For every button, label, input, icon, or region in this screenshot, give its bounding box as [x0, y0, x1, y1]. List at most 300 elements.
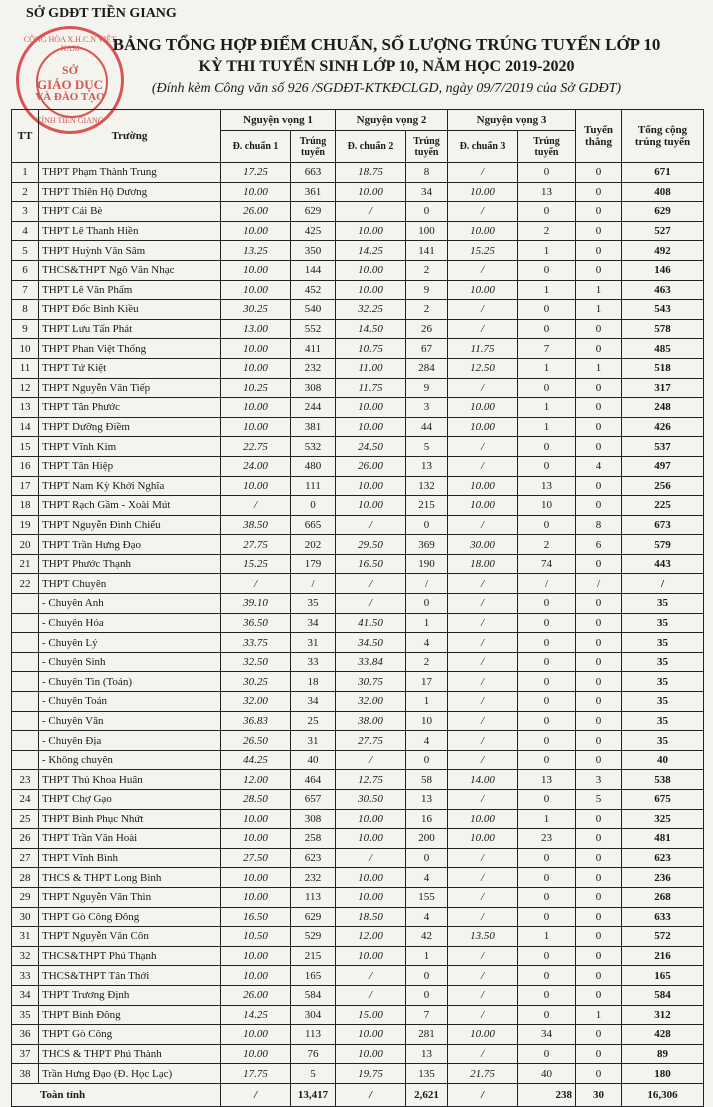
cell-school: Trần Hưng Đạo (Đ. Học Lạc) — [39, 1064, 221, 1084]
cell-d2: 12.75 — [336, 770, 406, 790]
cell-direct: 0 — [576, 946, 622, 966]
cell-d3: / — [448, 319, 518, 339]
table-row — [12, 221, 704, 241]
cell-direct: 0 — [576, 613, 622, 633]
cell-t3: 2 — [518, 535, 576, 555]
cell-tt: 31 — [12, 927, 39, 947]
cell-school: THPT Chợ Gạo — [39, 790, 221, 810]
table-body — [12, 163, 704, 1084]
cell-t2: 135 — [406, 1064, 448, 1084]
cell-d2: / — [336, 848, 406, 868]
cell-t1: 244 — [291, 398, 336, 418]
cell-direct: 0 — [576, 731, 622, 751]
cell-t1: 532 — [291, 437, 336, 457]
cell-d1: 10.00 — [221, 966, 291, 986]
cell-d1: 10.00 — [221, 358, 291, 378]
seal-line-2: GIÁO DỤC — [36, 77, 104, 92]
cell-d3: 13.50 — [448, 927, 518, 947]
cell-t1: 304 — [291, 1005, 336, 1025]
cell-t1: 35 — [291, 594, 336, 614]
cell-direct: 0 — [576, 633, 622, 653]
cell-d3: / — [448, 731, 518, 751]
cell-tt: 35 — [12, 1005, 39, 1025]
table-row — [12, 829, 704, 849]
cell-d3: 10.00 — [448, 398, 518, 418]
cell-total: 146 — [622, 260, 704, 280]
cell-t1: 308 — [291, 809, 336, 829]
cell-direct: 0 — [576, 868, 622, 888]
cell-d2: / — [336, 515, 406, 535]
cell-t1: 540 — [291, 300, 336, 320]
cell-tt: 2 — [12, 182, 39, 202]
cell-total: 35 — [622, 594, 704, 614]
cell-t2: 4 — [406, 731, 448, 751]
cell-t2: 10 — [406, 711, 448, 731]
cell-d2: 10.00 — [336, 221, 406, 241]
cell-school: THPT Lê Văn Phẩm — [39, 280, 221, 300]
cell-total: 623 — [622, 848, 704, 868]
table-row — [12, 319, 704, 339]
cell-t2: 42 — [406, 927, 448, 947]
cell-t3: 0 — [518, 437, 576, 457]
table-row — [12, 398, 704, 418]
cell-t1: 0 — [291, 496, 336, 516]
cell-t2: 0 — [406, 515, 448, 535]
cell-t1: 232 — [291, 868, 336, 888]
cell-school: THPT Phan Việt Thống — [39, 339, 221, 359]
cell-tt — [12, 613, 39, 633]
cell-t1: 31 — [291, 731, 336, 751]
cell-tt: 37 — [12, 1044, 39, 1064]
cell-d1: 10.00 — [221, 887, 291, 907]
cell-d2: 10.75 — [336, 339, 406, 359]
cell-d2: 10.00 — [336, 1025, 406, 1045]
cell-d2: 27.75 — [336, 731, 406, 751]
cell-direct: 6 — [576, 535, 622, 555]
cell-direct: 0 — [576, 398, 622, 418]
cell-t1: 179 — [291, 554, 336, 574]
header-total-admitted: Tổng cộng trúng tuyển — [622, 110, 704, 163]
cell-d1: 30.25 — [221, 300, 291, 320]
cell-d2: 29.50 — [336, 535, 406, 555]
cell-t3: 0 — [518, 260, 576, 280]
cell-t3: 13 — [518, 182, 576, 202]
cell-d3: 10.00 — [448, 417, 518, 437]
cell-total: 578 — [622, 319, 704, 339]
cell-t3: 0 — [518, 731, 576, 751]
cell-t3: 0 — [518, 790, 576, 810]
table-row — [12, 750, 704, 770]
cell-t1: 623 — [291, 848, 336, 868]
cell-total: 317 — [622, 378, 704, 398]
table-row — [12, 946, 704, 966]
table-row — [12, 1005, 704, 1025]
cell-t1: 425 — [291, 221, 336, 241]
cell-d1: 13.00 — [221, 319, 291, 339]
cell-d3: 30.00 — [448, 535, 518, 555]
cell-tt: 21 — [12, 554, 39, 574]
table-row — [12, 731, 704, 751]
cell-total: 216 — [622, 946, 704, 966]
cell-t2: 4 — [406, 907, 448, 927]
cell-d1: 26.50 — [221, 731, 291, 751]
cell-t3: 74 — [518, 554, 576, 574]
cell-d3: / — [448, 613, 518, 633]
cell-t3: 1 — [518, 809, 576, 829]
cell-t1: 629 — [291, 907, 336, 927]
cell-t1: 258 — [291, 829, 336, 849]
header-admitted-3: Trúng tuyển — [518, 131, 576, 163]
cell-d2: 24.50 — [336, 437, 406, 457]
cell-total: 497 — [622, 456, 704, 476]
cell-t2: 17 — [406, 672, 448, 692]
cell-tt — [12, 711, 39, 731]
cell-d1: 36.83 — [221, 711, 291, 731]
cell-school: THPT Huỳnh Văn Sâm — [39, 241, 221, 261]
cell-t1: 34 — [291, 692, 336, 712]
cell-t2: 369 — [406, 535, 448, 555]
cell-total: 518 — [622, 358, 704, 378]
cell-school: THPT Bình Đông — [39, 1005, 221, 1025]
table-row — [12, 496, 704, 516]
header-admitted-2: Trúng tuyển — [406, 131, 448, 163]
cell-d3: 10.00 — [448, 221, 518, 241]
cell-total: 165 — [622, 966, 704, 986]
cell-d1: 33.75 — [221, 633, 291, 653]
cell-total: 538 — [622, 770, 704, 790]
cell-d2: 14.25 — [336, 241, 406, 261]
cell-t2: 0 — [406, 594, 448, 614]
cell-school: THCS & THPT Long Bình — [39, 868, 221, 888]
cell-d2: 26.00 — [336, 456, 406, 476]
cell-school: - Chuyên Sinh — [39, 652, 221, 672]
cell-d2: 10.00 — [336, 946, 406, 966]
cell-direct: 0 — [576, 692, 622, 712]
cell-total: 248 — [622, 398, 704, 418]
cell-d2: / — [336, 985, 406, 1005]
cell-t1: 308 — [291, 378, 336, 398]
cell-total: 426 — [622, 417, 704, 437]
cell-d1: 32.50 — [221, 652, 291, 672]
header-nv2: Nguyện vọng 2 — [336, 110, 448, 131]
cell-tt: 1 — [12, 163, 39, 183]
cell-d2: 32.00 — [336, 692, 406, 712]
cell-school: THCS & THPT Phú Thành — [39, 1044, 221, 1064]
cell-t2: 0 — [406, 848, 448, 868]
cell-d3: 21.75 — [448, 1064, 518, 1084]
cell-t3: 2 — [518, 221, 576, 241]
table-row — [12, 515, 704, 535]
cell-direct: 1 — [576, 358, 622, 378]
cell-t3: 1 — [518, 417, 576, 437]
cell-d1: 27.50 — [221, 848, 291, 868]
cell-t3: 0 — [518, 887, 576, 907]
cell-direct: 5 — [576, 790, 622, 810]
table-row — [12, 613, 704, 633]
cell-tt: 24 — [12, 790, 39, 810]
table-row — [12, 1044, 704, 1064]
header-nv3: Nguyện vọng 3 — [448, 110, 576, 131]
cell-t2: 67 — [406, 339, 448, 359]
cell-t3: 0 — [518, 750, 576, 770]
cell-direct: 0 — [576, 966, 622, 986]
cell-d2: 10.00 — [336, 398, 406, 418]
cell-tt: 33 — [12, 966, 39, 986]
cell-direct: 0 — [576, 711, 622, 731]
cell-school: THPT Thiên Hộ Dương — [39, 182, 221, 202]
cell-t2: 3 — [406, 398, 448, 418]
table-row — [12, 1025, 704, 1045]
cell-t3: 0 — [518, 163, 576, 183]
cell-total: 572 — [622, 927, 704, 947]
cell-d3: / — [448, 692, 518, 712]
cell-tt: 10 — [12, 339, 39, 359]
cell-direct: 3 — [576, 770, 622, 790]
cell-tt: 18 — [12, 496, 39, 516]
total-d3: / — [448, 1083, 518, 1106]
cell-d1: 16.50 — [221, 907, 291, 927]
cell-t2: 1 — [406, 613, 448, 633]
cell-direct: 0 — [576, 496, 622, 516]
cell-tt: 23 — [12, 770, 39, 790]
cell-d3: 10.00 — [448, 1025, 518, 1045]
cell-school: THPT Nguyễn Văn Tiếp — [39, 378, 221, 398]
admission-score-table — [11, 109, 704, 1107]
cell-school: THPT Trần Văn Hoài — [39, 829, 221, 849]
header-dc3: Đ. chuẩn 3 — [448, 131, 518, 163]
cell-t3: 0 — [518, 907, 576, 927]
cell-t2: 0 — [406, 202, 448, 222]
cell-t1: 215 — [291, 946, 336, 966]
cell-total: 40 — [622, 750, 704, 770]
cell-total: 481 — [622, 829, 704, 849]
cell-d3: 10.00 — [448, 182, 518, 202]
cell-tt: 6 — [12, 260, 39, 280]
cell-school: THCS&THPT Phú Thạnh — [39, 946, 221, 966]
cell-d1: 10.00 — [221, 182, 291, 202]
cell-school: - Không chuyên — [39, 750, 221, 770]
cell-d2: / — [336, 574, 406, 594]
table-row — [12, 652, 704, 672]
cell-tt — [12, 652, 39, 672]
total-label: Toàn tỉnh — [12, 1083, 221, 1106]
cell-d3: 10.00 — [448, 476, 518, 496]
cell-t3: 0 — [518, 456, 576, 476]
table-row — [12, 182, 704, 202]
header-dc2: Đ. chuẩn 2 — [336, 131, 406, 163]
seal-line-3: VÀ ĐÀO TẠO — [35, 91, 105, 103]
cell-d3: / — [448, 437, 518, 457]
cell-t3: 0 — [518, 319, 576, 339]
cell-t2: 13 — [406, 1044, 448, 1064]
cell-d1: 39.10 — [221, 594, 291, 614]
cell-total: 408 — [622, 182, 704, 202]
cell-d3: / — [448, 260, 518, 280]
cell-d2: 10.00 — [336, 1044, 406, 1064]
cell-t3: 40 — [518, 1064, 576, 1084]
cell-total: 268 — [622, 887, 704, 907]
cell-d1: 10.00 — [221, 1025, 291, 1045]
table-row — [12, 456, 704, 476]
cell-t3: 1 — [518, 241, 576, 261]
cell-direct: 0 — [576, 809, 622, 829]
cell-t1: 629 — [291, 202, 336, 222]
cell-tt: 29 — [12, 887, 39, 907]
header-dc1: Đ. chuẩn 1 — [221, 131, 291, 163]
cell-total: 675 — [622, 790, 704, 810]
cell-t2: 155 — [406, 887, 448, 907]
cell-d3: / — [448, 163, 518, 183]
table-row — [12, 868, 704, 888]
cell-t1: 31 — [291, 633, 336, 653]
cell-d1: 10.00 — [221, 868, 291, 888]
cell-t2: 200 — [406, 829, 448, 849]
cell-d1: 10.00 — [221, 476, 291, 496]
cell-t3: 0 — [518, 848, 576, 868]
table-row — [12, 692, 704, 712]
seal-ring-top-text: CỘNG HÒA X.H.C.N VIỆT NAM — [23, 35, 117, 53]
cell-d1: 10.00 — [221, 809, 291, 829]
cell-tt: 27 — [12, 848, 39, 868]
total-t2: 2,621 — [406, 1083, 448, 1106]
cell-d1: 38.50 — [221, 515, 291, 535]
cell-d1: 10.00 — [221, 1044, 291, 1064]
cell-total: 527 — [622, 221, 704, 241]
table-row — [12, 280, 704, 300]
cell-direct: 0 — [576, 378, 622, 398]
cell-d1: 28.50 — [221, 790, 291, 810]
cell-t3: 0 — [518, 868, 576, 888]
cell-t2: 100 — [406, 221, 448, 241]
table-row — [12, 535, 704, 555]
cell-d1: / — [221, 574, 291, 594]
cell-school: - Chuyên Lý — [39, 633, 221, 653]
cell-school: THPT Phước Thạnh — [39, 554, 221, 574]
header-nv1: Nguyện vọng 1 — [221, 110, 336, 131]
cell-total: 256 — [622, 476, 704, 496]
table-row — [12, 848, 704, 868]
cell-total: 35 — [622, 633, 704, 653]
cell-direct: 0 — [576, 985, 622, 1005]
cell-tt — [12, 633, 39, 653]
cell-school: THPT Cái Bè — [39, 202, 221, 222]
table-row — [12, 202, 704, 222]
cell-t3: 0 — [518, 1044, 576, 1064]
cell-t3: 1 — [518, 398, 576, 418]
cell-d1: 24.00 — [221, 456, 291, 476]
table-row — [12, 476, 704, 496]
cell-d3: 11.75 — [448, 339, 518, 359]
cell-direct: 0 — [576, 182, 622, 202]
cell-total: 236 — [622, 868, 704, 888]
cell-t1: 113 — [291, 1025, 336, 1045]
cell-d1: 10.00 — [221, 829, 291, 849]
cell-t2: 0 — [406, 966, 448, 986]
cell-total: 35 — [622, 613, 704, 633]
cell-t1: / — [291, 574, 336, 594]
cell-d3: / — [448, 985, 518, 1005]
cell-direct: 4 — [576, 456, 622, 476]
cell-direct: 0 — [576, 927, 622, 947]
header-tt: TT — [12, 110, 39, 163]
cell-total: 543 — [622, 300, 704, 320]
cell-t2: 1 — [406, 692, 448, 712]
cell-d2: 10.00 — [336, 829, 406, 849]
total-all: 16,306 — [622, 1083, 704, 1106]
cell-t1: 40 — [291, 750, 336, 770]
cell-school: THPT Trần Hưng Đạo — [39, 535, 221, 555]
cell-d1: 30.25 — [221, 672, 291, 692]
cell-d3: / — [448, 515, 518, 535]
cell-tt: 22 — [12, 574, 39, 594]
cell-tt: 16 — [12, 456, 39, 476]
cell-d2: 14.50 — [336, 319, 406, 339]
cell-school: THPT Bình Phục Nhứt — [39, 809, 221, 829]
cell-school: - Chuyên Toán — [39, 692, 221, 712]
table-row — [12, 907, 704, 927]
cell-school: THPT Vĩnh Bình — [39, 848, 221, 868]
cell-d3: / — [448, 750, 518, 770]
total-d1: / — [221, 1083, 291, 1106]
cell-t3: / — [518, 574, 576, 594]
table-row — [12, 417, 704, 437]
table-row — [12, 260, 704, 280]
cell-t2: 2 — [406, 300, 448, 320]
table-row — [12, 378, 704, 398]
cell-tt: 19 — [12, 515, 39, 535]
cell-d3: 10.00 — [448, 496, 518, 516]
cell-tt: 9 — [12, 319, 39, 339]
cell-d1: 15.25 — [221, 554, 291, 574]
cell-t1: 76 — [291, 1044, 336, 1064]
cell-d1: 17.25 — [221, 163, 291, 183]
cell-total: 312 — [622, 1005, 704, 1025]
cell-d1: 13.25 — [221, 241, 291, 261]
cell-tt: 4 — [12, 221, 39, 241]
cell-d3: / — [448, 790, 518, 810]
cell-t1: 113 — [291, 887, 336, 907]
cell-d1: 12.00 — [221, 770, 291, 790]
cell-t1: 111 — [291, 476, 336, 496]
cell-d2: 11.00 — [336, 358, 406, 378]
cell-d3: / — [448, 711, 518, 731]
cell-t1: 657 — [291, 790, 336, 810]
cell-school: THPT Phạm Thành Trung — [39, 163, 221, 183]
table-row — [12, 672, 704, 692]
cell-t3: 0 — [518, 300, 576, 320]
cell-d3: / — [448, 946, 518, 966]
cell-tt: 14 — [12, 417, 39, 437]
cell-direct: 1 — [576, 1005, 622, 1025]
cell-school: - Chuyên Anh — [39, 594, 221, 614]
cell-school: THPT Lê Thanh Hiền — [39, 221, 221, 241]
cell-direct: 0 — [576, 437, 622, 457]
cell-t1: 529 — [291, 927, 336, 947]
table-row — [12, 358, 704, 378]
cell-d2: 16.50 — [336, 554, 406, 574]
cell-t3: 0 — [518, 633, 576, 653]
cell-school: THPT Đốc Binh Kiều — [39, 300, 221, 320]
cell-d3: 15.25 — [448, 241, 518, 261]
cell-d2: 18.75 — [336, 163, 406, 183]
cell-t2: 34 — [406, 182, 448, 202]
cell-direct: 0 — [576, 163, 622, 183]
cell-tt: 36 — [12, 1025, 39, 1045]
cell-t3: 13 — [518, 476, 576, 496]
cell-t1: 411 — [291, 339, 336, 359]
cell-school: - Chuyên Địa — [39, 731, 221, 751]
cell-tt: 28 — [12, 868, 39, 888]
